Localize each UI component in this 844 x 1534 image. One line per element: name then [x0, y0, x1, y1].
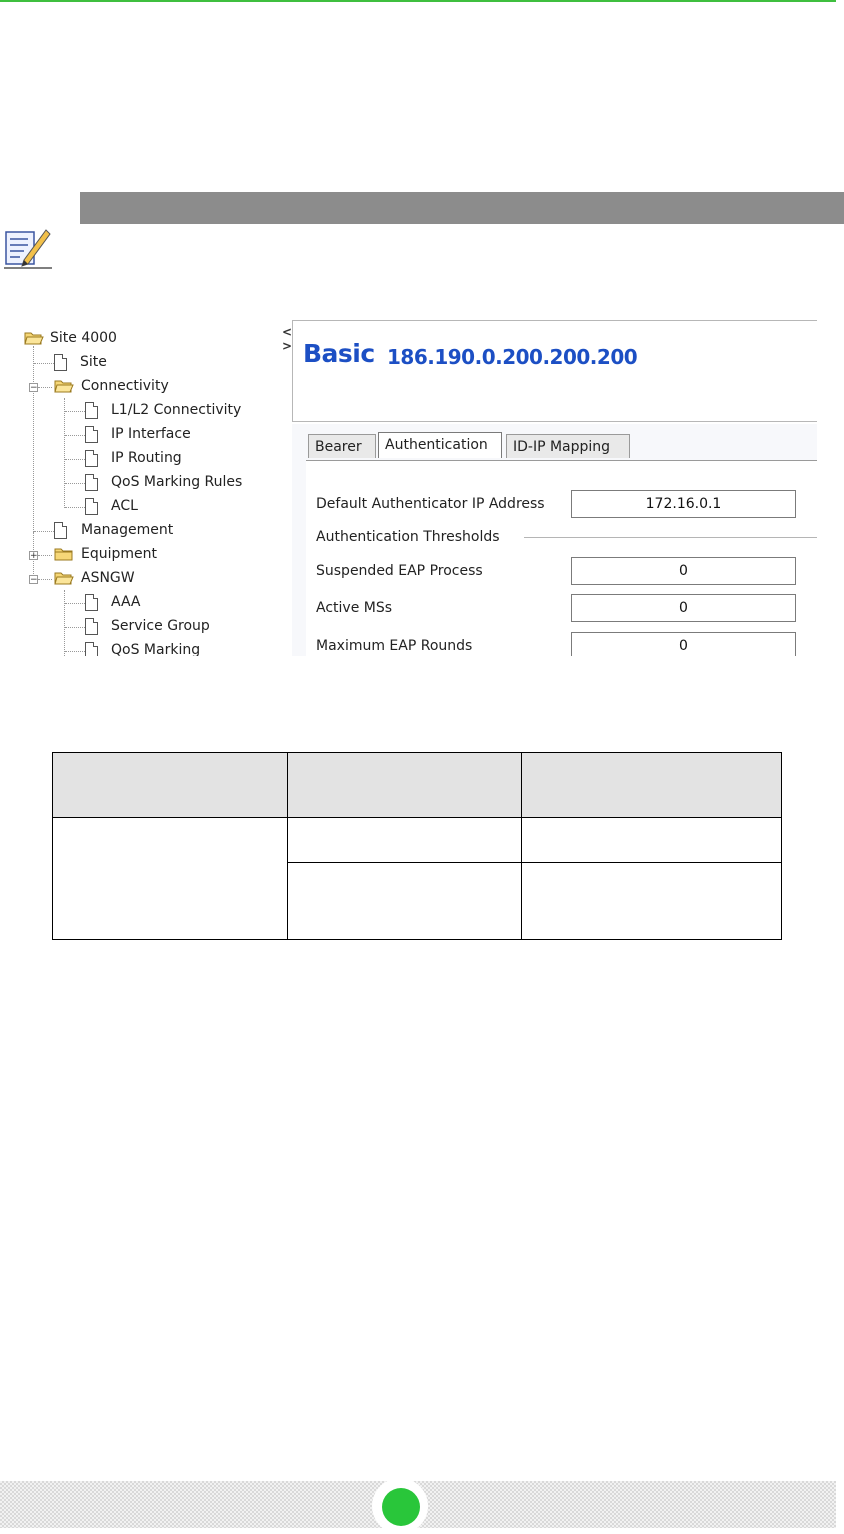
tree-item-l1-l2-connectivity[interactable]	[85, 400, 275, 420]
tree-item-label: QoS Marking	[111, 642, 201, 656]
document-icon	[54, 354, 67, 371]
tree-item-label: IP Interface	[111, 426, 191, 442]
active-ms-label: Active MSs	[316, 600, 393, 616]
tree-item-label: Management	[81, 522, 174, 538]
document-icon	[85, 450, 98, 467]
tree-item-management[interactable]	[54, 520, 254, 540]
page-title: Basic	[303, 339, 375, 368]
form-area	[292, 424, 817, 656]
table-cell	[53, 818, 288, 940]
folder-closed-icon	[54, 547, 74, 561]
footer-dot-icon	[382, 1488, 420, 1526]
suspended-eap-label: Suspended EAP Process	[316, 563, 483, 579]
tree-item-label: ASNGW	[81, 570, 135, 586]
table-header-cell	[522, 753, 782, 818]
table-header-row	[53, 753, 782, 818]
table-cell	[288, 818, 522, 863]
tree-item-qos-marking-rules[interactable]	[85, 472, 275, 492]
group-divider	[524, 537, 817, 538]
tree-item-connectivity[interactable]	[54, 376, 254, 396]
tree-item-label: ACL	[111, 498, 138, 514]
tree-item-label: AAA	[111, 594, 141, 610]
expand-equipment-toggle[interactable]: +	[30, 551, 38, 561]
top-rule	[0, 0, 836, 2]
document-icon	[85, 498, 98, 515]
document-icon	[54, 522, 67, 539]
table-cell	[522, 818, 782, 863]
folder-open-icon	[24, 331, 44, 345]
parameter-table	[52, 752, 782, 940]
authentication-thresholds-label: Authentication Thresholds	[316, 529, 500, 545]
tree-item-label: QoS Marking Rules	[111, 474, 243, 490]
tree-item-label: IP Routing	[111, 450, 182, 466]
max-eap-rounds-label: Maximum EAP Rounds	[316, 638, 473, 654]
table-cell	[522, 863, 782, 940]
max-eap-rounds-field[interactable]: 0	[571, 632, 796, 656]
tree-item-ip-interface[interactable]	[85, 424, 275, 444]
default-authenticator-label: Default Authenticator IP Address	[316, 496, 545, 512]
document-icon	[85, 402, 98, 419]
tree-item-label: Site	[80, 354, 107, 370]
collapse-asngw-toggle[interactable]: −	[30, 575, 38, 585]
page-header	[292, 320, 817, 422]
table-cell	[288, 863, 522, 940]
table-row	[53, 818, 782, 863]
footer-badge	[372, 1478, 428, 1534]
collapse-left-arrow-icon[interactable]: <	[282, 325, 293, 339]
document-icon	[85, 426, 98, 443]
note-pencil-icon	[2, 224, 54, 272]
table-header-cell	[288, 753, 522, 818]
folder-open-icon	[54, 571, 74, 585]
tree-item-label: Connectivity	[81, 378, 169, 394]
tab-authentication[interactable]: Authentication	[378, 432, 502, 458]
tree-item-equipment[interactable]	[54, 544, 254, 564]
application-screenshot	[20, 314, 817, 656]
document-icon	[85, 594, 98, 611]
pane-splitter[interactable]	[282, 314, 292, 656]
default-authenticator-ip-field[interactable]: 172.16.0.1	[571, 490, 796, 518]
folder-open-icon	[54, 379, 74, 393]
tree-item-label: Equipment	[81, 546, 157, 562]
tree-item-qos-marking[interactable]	[85, 640, 275, 656]
tree-item-site[interactable]	[54, 352, 254, 372]
document-icon	[85, 474, 98, 491]
tree-item-label: L1/L2 Connectivity	[111, 402, 242, 418]
tree-item-site-4000[interactable]	[24, 328, 264, 348]
table-header-cell	[53, 753, 288, 818]
tree-item-acl[interactable]	[85, 496, 275, 516]
collapse-connectivity-toggle[interactable]: −	[30, 383, 38, 393]
document-icon	[85, 618, 98, 635]
note-bar	[80, 192, 844, 224]
tree-item-label: Site 4000	[50, 330, 117, 346]
document-icon	[85, 642, 98, 656]
page-address: 186.190.0.200.200.200	[387, 345, 638, 369]
tree-item-aaa[interactable]	[85, 592, 275, 612]
tree-item-service-group[interactable]	[85, 616, 275, 636]
active-ms-field[interactable]: 0	[571, 594, 796, 622]
tab-bearer[interactable]: Bearer	[308, 434, 376, 458]
authentication-form	[306, 461, 817, 656]
suspended-eap-field[interactable]: 0	[571, 557, 796, 585]
tree-item-ip-routing[interactable]	[85, 448, 275, 468]
tab-id-ip-mapping[interactable]: ID-IP Mapping	[506, 434, 630, 458]
navigation-tree	[20, 314, 283, 656]
tree-item-label: Service Group	[111, 618, 210, 634]
tree-item-asngw[interactable]	[54, 568, 254, 588]
expand-right-arrow-icon[interactable]: >	[282, 339, 293, 353]
